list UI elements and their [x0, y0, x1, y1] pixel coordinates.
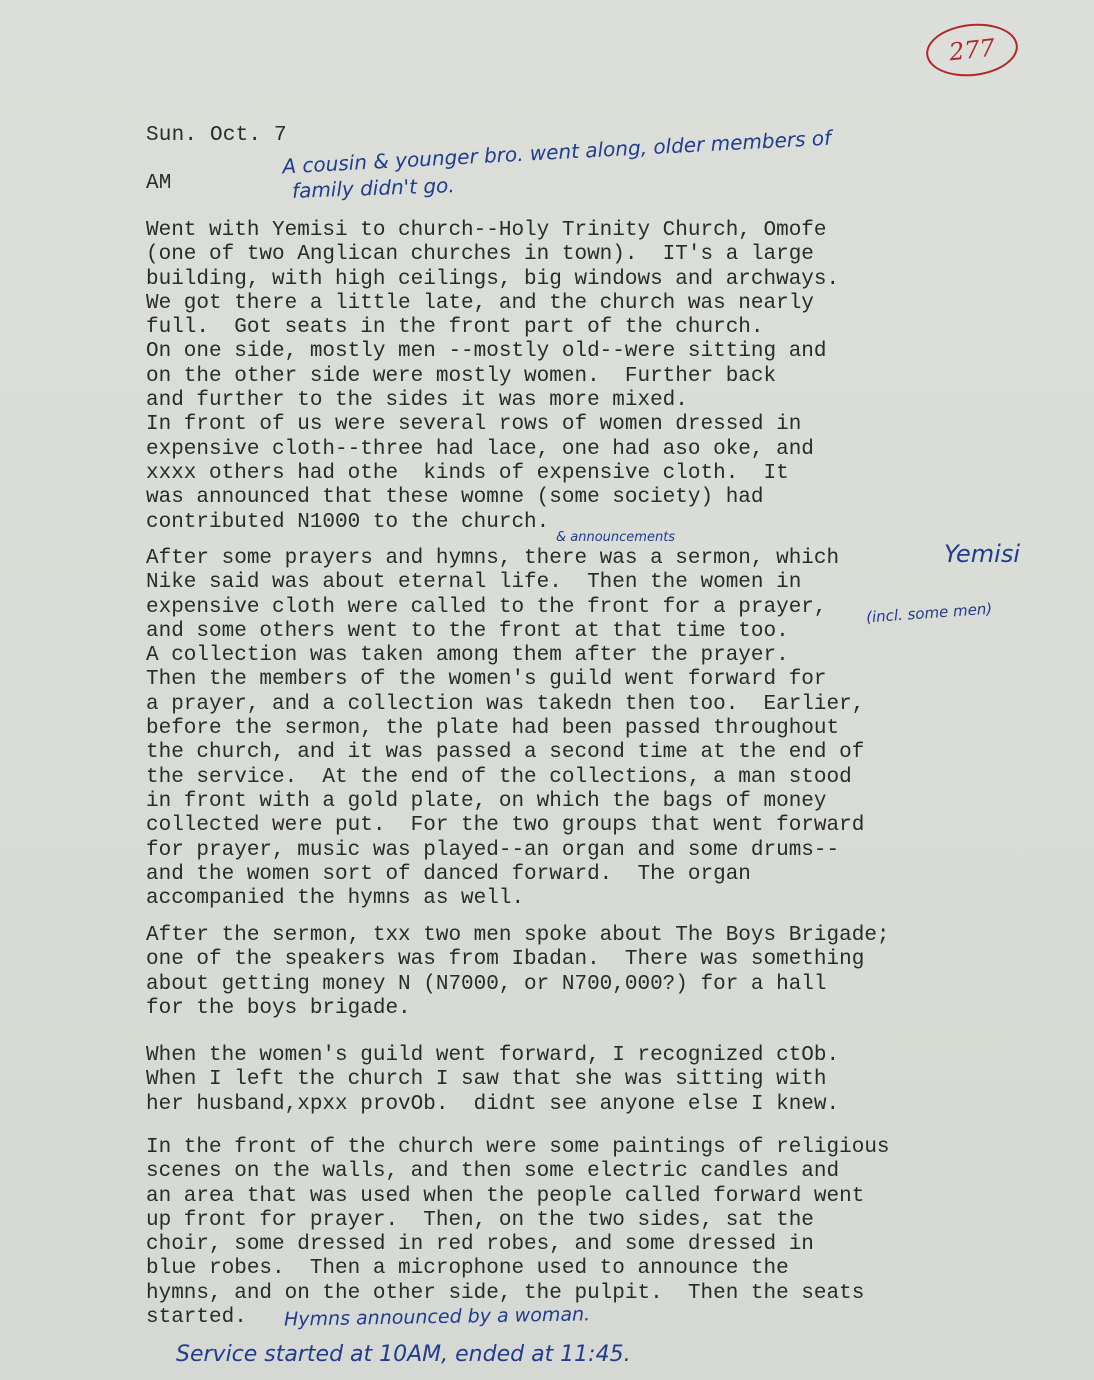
- text-line: on the other side were mostly women. Further back: [146, 364, 777, 388]
- text-line: After the sermon, txx two men spoke about The Boys Brigade;: [146, 924, 890, 947]
- text-line: expensive cloth--three had lace, one had aso oke, and: [146, 437, 814, 461]
- text-line: started.: [146, 1306, 247, 1330]
- text-line: accompanied the hymns as well.: [146, 887, 525, 911]
- text-line: When I left the church I saw that she was sitting with: [146, 1068, 827, 1092]
- paragraph-arrival: [146, 219, 839, 535]
- text-line: In front of us were several rows of women dressed in: [146, 413, 802, 437]
- text-line: In the front of the church were some paintings of religious: [146, 1136, 890, 1159]
- text-line: the service. At the end of the collections, a man stood: [146, 765, 852, 789]
- entry-date: Sun. Oct. 7: [146, 124, 287, 147]
- text-line: up front for prayer. Then, on the two sides, sat the: [146, 1208, 814, 1232]
- text-line: Nike said was about eternal life. Then the women in: [146, 571, 802, 595]
- text-line: hymns, and on the other side, the pulpit. Then the seats: [146, 1281, 865, 1305]
- text-line: building, with high ceilings, big windows and archways.: [146, 267, 840, 291]
- page-number: 277: [947, 33, 997, 67]
- text-line: was announced that these womne (some society) had: [146, 486, 764, 510]
- handwritten-note-cousin: A cousin & younger bro. went along, older members of: [281, 125, 832, 179]
- text-line: and the women sort of danced forward. The organ: [146, 862, 751, 886]
- text-line: the church, and it was passed a second time at the end of: [146, 741, 865, 765]
- handwritten-note-announcements: & announcements: [556, 530, 676, 545]
- text-line: scenes on the walls, and then some electric candles and: [146, 1160, 840, 1184]
- text-line: in front with a gold plate, on which the bags of money: [146, 789, 827, 813]
- handwritten-note-incl-men: (incl. some men): [865, 599, 993, 627]
- text-line: We got there a little late, and the church was nearly: [146, 291, 814, 315]
- paragraph-church-interior: [146, 1136, 890, 1330]
- text-line: Went with Yemisi to church--Holy Trinity Church, Omofe: [146, 219, 827, 242]
- text-line: collected were put. For the two groups that went forward: [146, 814, 865, 838]
- text-line: a prayer, and a collection was takedn then too. Earlier,: [146, 692, 865, 716]
- session-label: AM: [146, 172, 172, 195]
- text-line: about getting money N (N7000, or N700,000?) for a hall: [146, 972, 827, 996]
- paragraph-womens-guild: [146, 1044, 839, 1117]
- text-line: blue robes. Then a microphone used to announce the: [146, 1257, 789, 1281]
- text-line: On one side, mostly men --mostly old--were sitting and: [146, 340, 827, 364]
- text-line: and some others went to the front at that time too.: [146, 619, 789, 643]
- text-line: Then the members of the women's guild went forward for: [146, 668, 827, 692]
- handwritten-note-hymns: Hymns announced by a woman.: [283, 1303, 591, 1331]
- text-line: After some prayers and hymns, there was a sermon, which: [146, 547, 840, 570]
- text-line: for prayer, music was played--an organ and some drums--: [146, 838, 840, 862]
- text-line: contributed N1000 to the church.: [146, 510, 550, 534]
- text-line: When the women's guild went forward, I recognized ctOb.: [146, 1044, 840, 1067]
- text-line: and further to the sides it was more mixed.: [146, 389, 688, 413]
- handwritten-note-family: family didn't go.: [291, 173, 456, 203]
- text-line: xxxx others had othe kinds of expensive cloth. It: [146, 461, 789, 485]
- page-number-stamp: [924, 19, 1021, 80]
- text-line: one of the speakers was from Ibadan. There was something: [146, 948, 865, 972]
- text-line: for the boys brigade.: [146, 996, 411, 1020]
- text-line: (one of two Anglican churches in town). IT's a large: [146, 243, 814, 267]
- text-line: before the sermon, the plate had been passed throughout: [146, 717, 840, 741]
- text-line: choir, some dressed in red robes, and some dressed in: [146, 1233, 814, 1257]
- text-line: full. Got seats in the front part of the church.: [146, 316, 764, 340]
- text-line: her husband,xpxx provOb. didnt see anyone else I knew.: [146, 1092, 840, 1116]
- text-line: A collection was taken among them after the prayer.: [146, 644, 789, 668]
- text-line: expensive cloth were called to the front for a prayer,: [146, 595, 827, 619]
- text-line: an area that was used when the people called forward went: [146, 1184, 865, 1208]
- paragraph-service: [146, 547, 864, 911]
- handwritten-note-yemisi: Yemisi: [944, 540, 1021, 568]
- paragraph-boys-brigade: [146, 924, 890, 1021]
- handwritten-note-service-time: Service started at 10AM, ended at 11:45.: [176, 1342, 631, 1367]
